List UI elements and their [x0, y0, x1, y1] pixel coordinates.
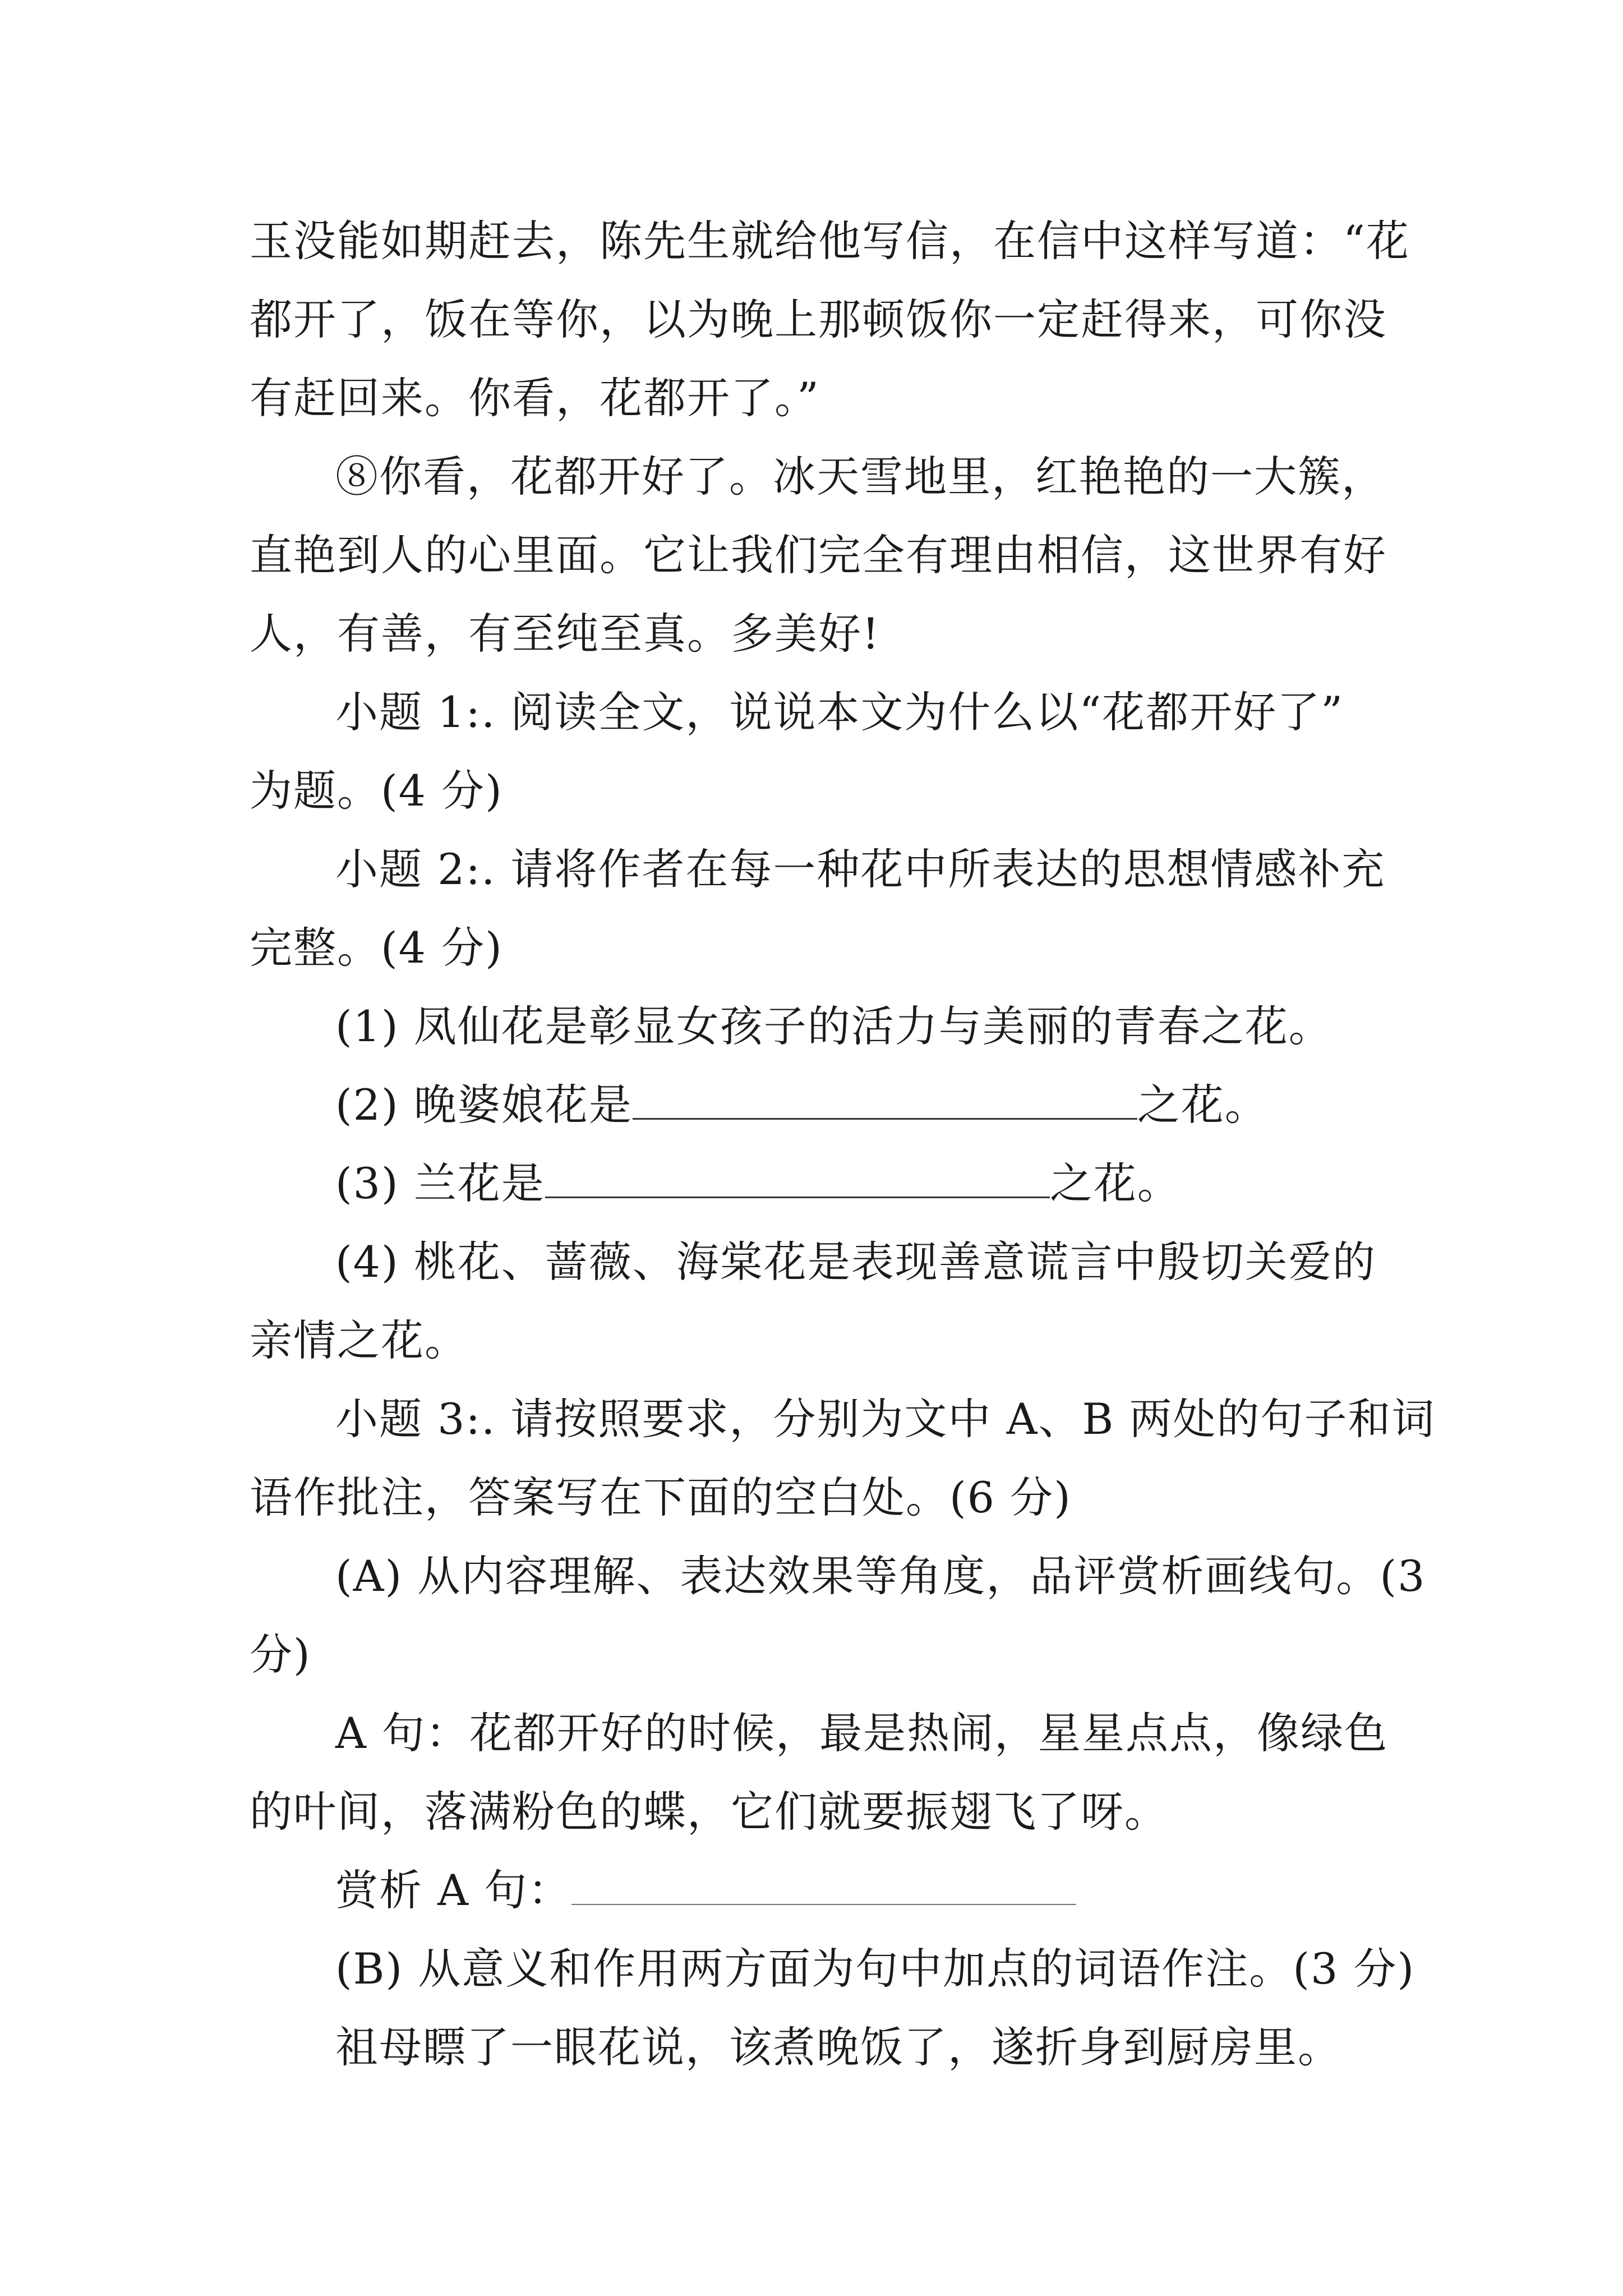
q2-item-2-prefix: (2) 晚婆娘花是 — [335, 1080, 633, 1130]
question-1: 小题 1:. 阅读全文，说说本文为什么以“花都开好了” — [335, 687, 1344, 737]
q2-item-4: (4) 桃花、蔷薇、海棠花是表现善意谎言中殷切关爱的 — [335, 1237, 1376, 1287]
q3-part-a-line: 分) — [250, 1630, 311, 1680]
q2-item-3-prefix: (3) 兰花是 — [335, 1158, 545, 1208]
q3-part-b: (B) 从意义和作用两方面为句中加点的词语作注。(3 分) — [335, 1944, 1415, 1994]
q2-item-3-answer-blank[interactable] — [545, 1157, 1050, 1198]
paragraph-line: 有赶回来。你看，花都开了。” — [250, 373, 820, 423]
q2-item-2-answer-blank[interactable] — [633, 1079, 1137, 1120]
q2-item-1: (1) 凤仙花是彰显女孩子的活力与美丽的青春之花。 — [335, 1001, 1332, 1051]
question-2: 小题 2:. 请将作者在每一种花中所表达的思想情感补充 — [335, 844, 1386, 894]
question-3-line: 语作批注，答案写在下面的空白处。(6 分) — [250, 1473, 1072, 1522]
question-2-line: 完整。(4 分) — [250, 923, 503, 973]
sentence-a-line: 的叶间，落满粉色的蝶，它们就要振翅飞了呀。 — [250, 1787, 1168, 1837]
analysis-a-answer-blank[interactable] — [571, 1865, 1076, 1905]
question-3: 小题 3:. 请按照要求，分别为文中 A、B 两处的句子和词 — [335, 1394, 1436, 1444]
paragraph-8-line: 人，有善，有至纯至真。多美好! — [250, 609, 880, 659]
paragraph-line: 都开了，饭在等你，以为晚上那顿饭你一定赶得来，可你没 — [250, 295, 1387, 344]
question-1-line: 为题。(4 分) — [250, 766, 503, 816]
q2-item-4-line: 亲情之花。 — [250, 1315, 468, 1365]
analysis-a-label: 赏析 A 句： — [335, 1865, 572, 1915]
sentence-a: A 句：花都开好的时候，最是热闹，星星点点，像绿色 — [335, 1708, 1389, 1758]
analysis-a — [335, 1864, 1076, 1917]
paragraph-8-line: ⑧你看，花都开好了。冰天雪地里，红艳艳的一大簇， — [335, 452, 1385, 501]
q3-part-a: (A) 从内容理解、表达效果等角度，品评赏析画线句。(3 — [335, 1551, 1426, 1601]
q2-item-2-suffix: 之花。 — [1137, 1080, 1269, 1130]
q2-item-3-suffix: 之花。 — [1049, 1158, 1181, 1208]
sentence-b: 祖母瞟了一眼花说，该煮晚饭了，遂折身到厨房里。 — [335, 2022, 1341, 2072]
paragraph-line: 玉没能如期赶去，陈先生就给他写信，在信中这样写道：“花 — [250, 216, 1410, 266]
paragraph-8-line: 直艳到人的心里面。它让我们完全有理由相信，这世界有好 — [250, 530, 1387, 580]
q2-item-3 — [335, 1157, 1181, 1211]
q2-item-2 — [335, 1078, 1269, 1132]
